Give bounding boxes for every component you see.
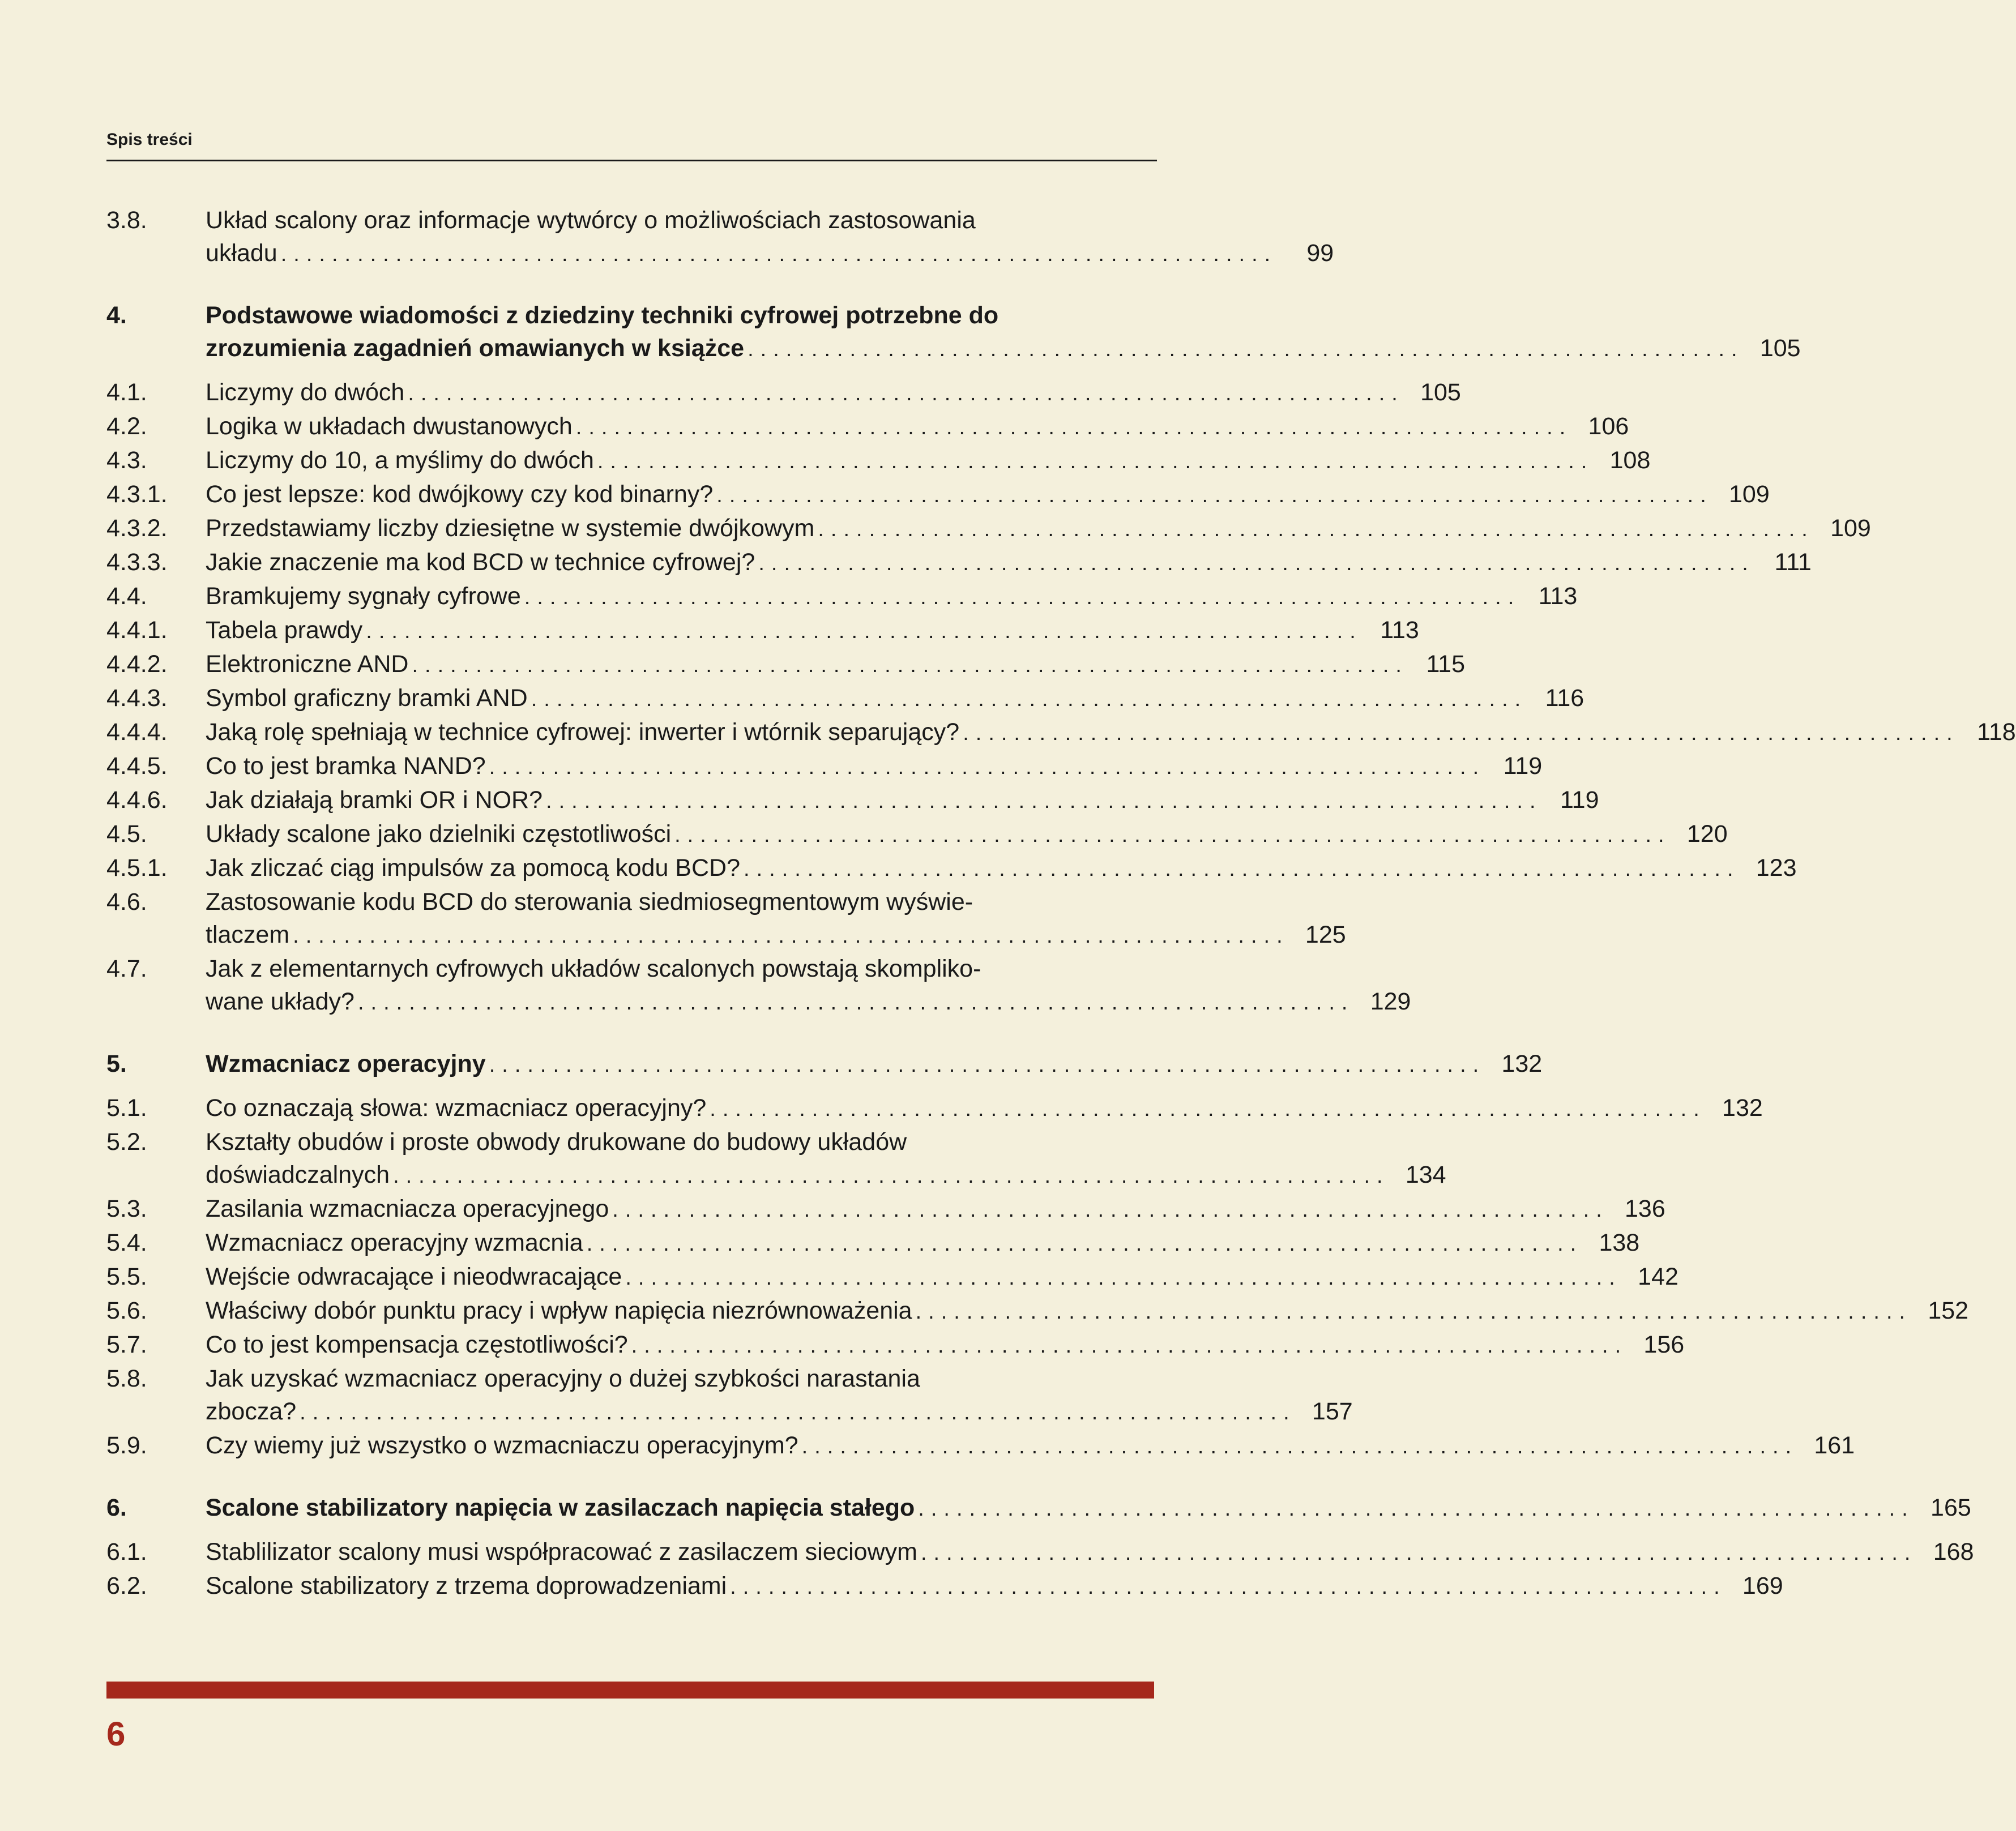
entry-page: 113 — [1538, 583, 1578, 610]
entry-title: Liczymy do 10, a myślimy do dwóch — [206, 447, 594, 474]
entry-title: zbocza? — [206, 1398, 297, 1425]
toc-entry-5-5 — [106, 1260, 1678, 1294]
entry-title: Jak zliczać ciąg impulsów za pomocą kodu BCD? — [206, 854, 741, 882]
toc-entry-4-3-3 — [106, 546, 1812, 580]
toc-entry-4-4-1 — [106, 614, 1419, 648]
entry-title-line1: Układ scalony oraz informacje wytwórcy o możliwościach zastosowania — [206, 207, 976, 234]
entry-title: Elektroniczne AND — [206, 651, 409, 678]
entry-page: 119 — [1560, 786, 1599, 814]
entry-page: 132 — [1722, 1094, 1763, 1122]
leader-dots: .............................................................................. — [744, 857, 1740, 881]
entry-page: 123 — [1756, 854, 1797, 882]
entry-page: 152 — [1928, 1297, 1969, 1324]
toc-entry-5-9 — [106, 1429, 1855, 1463]
leader-dots: .............................................................................. — [597, 450, 1594, 473]
entry-title: Jak działają bramki OR i NOR? — [206, 786, 543, 814]
leader-dots: .............................................................................. — [531, 687, 1528, 711]
leader-dots: .............................................................................. — [918, 1497, 1915, 1521]
entry-title: Wzmacniacz operacyjny wzmacnia — [206, 1229, 583, 1256]
entry-title: Właściwy dobór punktu pracy i wpływ napięcia niezrównoważenia — [206, 1297, 912, 1324]
toc-entry-4-2 — [106, 410, 1629, 444]
entry-page: 111 — [1774, 549, 1812, 576]
toc-entry-5-3 — [106, 1192, 1665, 1226]
entry-number: 4.4.1. — [106, 617, 168, 644]
entry-number: 5.2. — [106, 1128, 147, 1156]
leader-dots: .............................................................................. — [489, 1053, 1486, 1077]
toc-entry-4-3 — [106, 444, 1651, 478]
entry-number: 4.7. — [106, 955, 147, 982]
leader-dots: .............................................................................. — [963, 721, 1959, 745]
entry-number: 5.4. — [106, 1229, 147, 1256]
entry-number: 5.8. — [106, 1365, 147, 1392]
leader-dots: .............................................................................. — [915, 1300, 1912, 1324]
toc-entry-5-8 — [106, 1362, 1353, 1429]
leader-dots: .............................................................................. — [366, 619, 1362, 643]
table-of-contents — [106, 204, 2016, 1603]
entry-number: 6.2. — [106, 1572, 147, 1599]
entry-page: 106 — [1588, 413, 1629, 440]
entry-title: Jakie znaczenie ma kod BCD w technice cyfrowej? — [206, 549, 755, 576]
entry-number: 4.4.4. — [106, 718, 168, 746]
leader-dots: .............................................................................. — [412, 653, 1408, 677]
entry-number: 4.2. — [106, 413, 147, 440]
entry-title: Tabela prawdy — [206, 617, 363, 644]
leader-dots: .............................................................................. — [631, 1334, 1628, 1358]
entry-page: 119 — [1503, 752, 1543, 780]
leader-dots: .............................................................................. — [280, 242, 1278, 266]
leader-dots: .............................................................................. — [300, 1401, 1296, 1424]
entry-number: 5.5. — [106, 1263, 147, 1290]
leader-dots: .............................................................................. — [393, 1164, 1390, 1188]
entry-title: Układy scalone jako dzielniki częstotliwości — [206, 820, 672, 848]
toc-entry-4-5 — [106, 818, 1728, 852]
toc-entry-4-4 — [106, 580, 1578, 614]
entry-title: Stablilizator scalony musi współpracować z zasilaczem sieciowym — [206, 1538, 917, 1565]
entry-number: 4.4.2. — [106, 651, 168, 678]
entry-number: 4.3.2. — [106, 515, 168, 542]
entry-title: Scalone stabilizatory z trzema doprowadzeniami — [206, 1572, 727, 1599]
entry-page: 105 — [1420, 379, 1461, 406]
entry-page: 125 — [1305, 921, 1346, 948]
toc-entry-4-4-3 — [106, 682, 1584, 716]
entry-number: 4. — [106, 302, 127, 329]
toc-entry-4-5-1 — [106, 852, 1797, 885]
toc-entry-4-4-6 — [106, 784, 1599, 818]
entry-title: wane układy? — [206, 988, 354, 1015]
leader-dots: .............................................................................. — [546, 789, 1543, 813]
entry-page: 105 — [1759, 335, 1801, 362]
entry-number: 4.4.6. — [106, 786, 168, 814]
entry-number: 4.4.3. — [106, 685, 168, 712]
leader-dots: .............................................................................. — [293, 924, 1289, 948]
toc-entry-4-4-4 — [106, 716, 2016, 750]
toc-entry-5-6 — [106, 1294, 1969, 1328]
leader-dots: .............................................................................. — [801, 1435, 1799, 1458]
entry-page: 99 — [1306, 239, 1334, 267]
entry-number: 5.6. — [106, 1297, 147, 1324]
entry-page: 118 — [1977, 718, 2016, 746]
entry-number: 4.6. — [106, 888, 147, 916]
entry-title: doświadczalnych — [206, 1161, 390, 1188]
entry-title: Bramkujemy sygnały cyfrowe — [206, 583, 521, 610]
entry-title: Logika w układach dwustanowych — [206, 413, 573, 440]
entry-page: 138 — [1599, 1229, 1640, 1256]
toc-chapter-5 — [106, 1047, 1543, 1081]
entry-page: 136 — [1625, 1195, 1665, 1222]
entry-title: Scalone stabilizatory napięcia w zasilaczach napięcia stałego — [206, 1494, 915, 1521]
toc-entry-5-1 — [106, 1092, 1763, 1126]
entry-number: 3.8. — [106, 207, 147, 234]
entry-page: 109 — [1729, 481, 1770, 508]
entry-number: 4.5.1. — [106, 854, 168, 882]
page-number: 6 — [106, 1715, 126, 1753]
entry-title: zrozumienia zagadnień omawianych w książce — [206, 335, 745, 362]
entry-page: 168 — [1933, 1538, 1974, 1565]
entry-page: 134 — [1405, 1161, 1446, 1188]
toc-entry-4-1 — [106, 376, 1461, 410]
entry-number: 4.3.1. — [106, 481, 168, 508]
entry-title-line1: Kształty obudów i proste obwody drukowane do budowy układów — [206, 1128, 907, 1156]
entry-page: 157 — [1312, 1398, 1353, 1425]
entry-number: 4.3.3. — [106, 549, 168, 576]
entry-number: 6. — [106, 1494, 127, 1521]
leader-dots: .............................................................................. — [357, 991, 1355, 1015]
entry-number: 6.1. — [106, 1538, 147, 1565]
entry-page: 108 — [1609, 447, 1651, 474]
entry-title: Co to jest kompensacja częstotliwości? — [206, 1331, 628, 1358]
entry-title: Przedstawiamy liczby dziesiętne w systemie dwójkowym — [206, 515, 815, 542]
entry-title: Czy wiemy już wszystko o wzmacniaczu operacyjnym? — [206, 1432, 798, 1459]
entry-title-line1: Podstawowe wiadomości z dziedziny techniki cyfrowej potrzebne do — [206, 302, 999, 329]
leader-dots: .............................................................................. — [920, 1541, 1917, 1565]
entry-page: 113 — [1380, 617, 1419, 644]
toc-entry-5-2 — [106, 1126, 1446, 1192]
leader-dots: .............................................................................. — [674, 823, 1671, 847]
leader-dots: .............................................................................. — [758, 551, 1755, 575]
leader-dots: .............................................................................. — [716, 484, 1713, 507]
entry-number: 4.5. — [106, 820, 147, 848]
entry-title: Co to jest bramka NAND? — [206, 752, 486, 780]
entry-page: 129 — [1370, 988, 1411, 1015]
toc-entry-4-3-1 — [106, 478, 1770, 512]
entry-page: 120 — [1686, 820, 1728, 848]
entry-page: 161 — [1814, 1432, 1855, 1459]
toc-entry-4-4-2 — [106, 648, 1465, 682]
entry-title: Symbol graficzny bramki AND — [206, 685, 528, 712]
entry-page: 109 — [1830, 515, 1871, 542]
toc-entry-5-4 — [106, 1226, 1640, 1260]
leader-dots: .............................................................................. — [575, 416, 1573, 439]
entry-title: Wejście odwracające i nieodwracające — [206, 1263, 622, 1290]
entry-title: Zasilania wzmacniacza operacyjnego — [206, 1195, 609, 1222]
entry-title: Liczymy do dwóch — [206, 379, 405, 406]
entry-page: 169 — [1742, 1572, 1783, 1599]
leader-dots: .............................................................................. — [612, 1198, 1609, 1222]
header-rule — [106, 160, 1157, 161]
leader-dots: .............................................................................. — [489, 755, 1486, 779]
entry-title: układu — [206, 239, 277, 267]
entry-title: Co oznaczają słowa: wzmacniacz operacyjny? — [206, 1094, 707, 1122]
toc-entry-3-8 — [106, 204, 1334, 271]
entry-number: 5.7. — [106, 1331, 147, 1358]
leader-dots: .............................................................................. — [710, 1097, 1706, 1121]
footer-accent-bar — [106, 1682, 1154, 1699]
entry-page: 115 — [1426, 651, 1465, 678]
entry-title-line1: Jak uzyskać wzmacniacz operacyjny o dużej szybkości narastania — [206, 1365, 920, 1392]
running-header: Spis treści — [106, 130, 193, 149]
entry-number: 5. — [106, 1050, 127, 1077]
leader-dots: .............................................................................. — [625, 1266, 1622, 1290]
toc-entry-4-3-2 — [106, 512, 1871, 546]
entry-page: 116 — [1545, 685, 1584, 712]
entry-page: 156 — [1643, 1331, 1685, 1358]
entry-number: 5.1. — [106, 1094, 147, 1122]
entry-number: 4.4. — [106, 583, 147, 610]
toc-entry-4-4-5 — [106, 750, 1543, 784]
leader-dots: .............................................................................. — [408, 382, 1404, 405]
entry-title: tlaczem — [206, 921, 290, 948]
toc-entry-6-1 — [106, 1535, 1974, 1569]
toc-entry-5-7 — [106, 1328, 1685, 1362]
toc-entry-6-2 — [106, 1569, 1783, 1603]
entry-title: Jaką rolę spełniają w technice cyfrowej: inwerter i wtórnik separujący? — [206, 718, 960, 746]
entry-page: 132 — [1501, 1050, 1543, 1077]
entry-title-line1: Zastosowanie kodu BCD do sterowania siedmiosegmentowym wyświe- — [206, 888, 973, 916]
leader-dots: .............................................................................. — [730, 1575, 1727, 1599]
leader-dots: .............................................................................. — [524, 585, 1521, 609]
entry-title-line1: Jak z elementarnych cyfrowych układów scalonych powstają skompliko- — [206, 955, 981, 982]
entry-page: 142 — [1638, 1263, 1678, 1290]
toc-entry-4-7 — [106, 952, 1411, 1019]
toc-chapter-6 — [106, 1491, 1971, 1525]
leader-dots: .............................................................................. — [586, 1232, 1583, 1256]
entry-page: 165 — [1930, 1494, 1971, 1521]
toc-chapter-4 — [106, 299, 1801, 366]
toc-entry-4-6 — [106, 885, 1346, 952]
entry-number: 5.3. — [106, 1195, 147, 1222]
entry-number: 4.1. — [106, 379, 147, 406]
entry-title: Co jest lepsze: kod dwójkowy czy kod binarny? — [206, 481, 714, 508]
entry-number: 4.4.5. — [106, 752, 168, 780]
leader-dots: .............................................................................. — [818, 517, 1814, 541]
leader-dots: .............................................................................. — [748, 337, 1744, 361]
entry-number: 5.9. — [106, 1432, 147, 1459]
entry-number: 4.3. — [106, 447, 147, 474]
entry-title: Wzmacniacz operacyjny — [206, 1050, 486, 1077]
